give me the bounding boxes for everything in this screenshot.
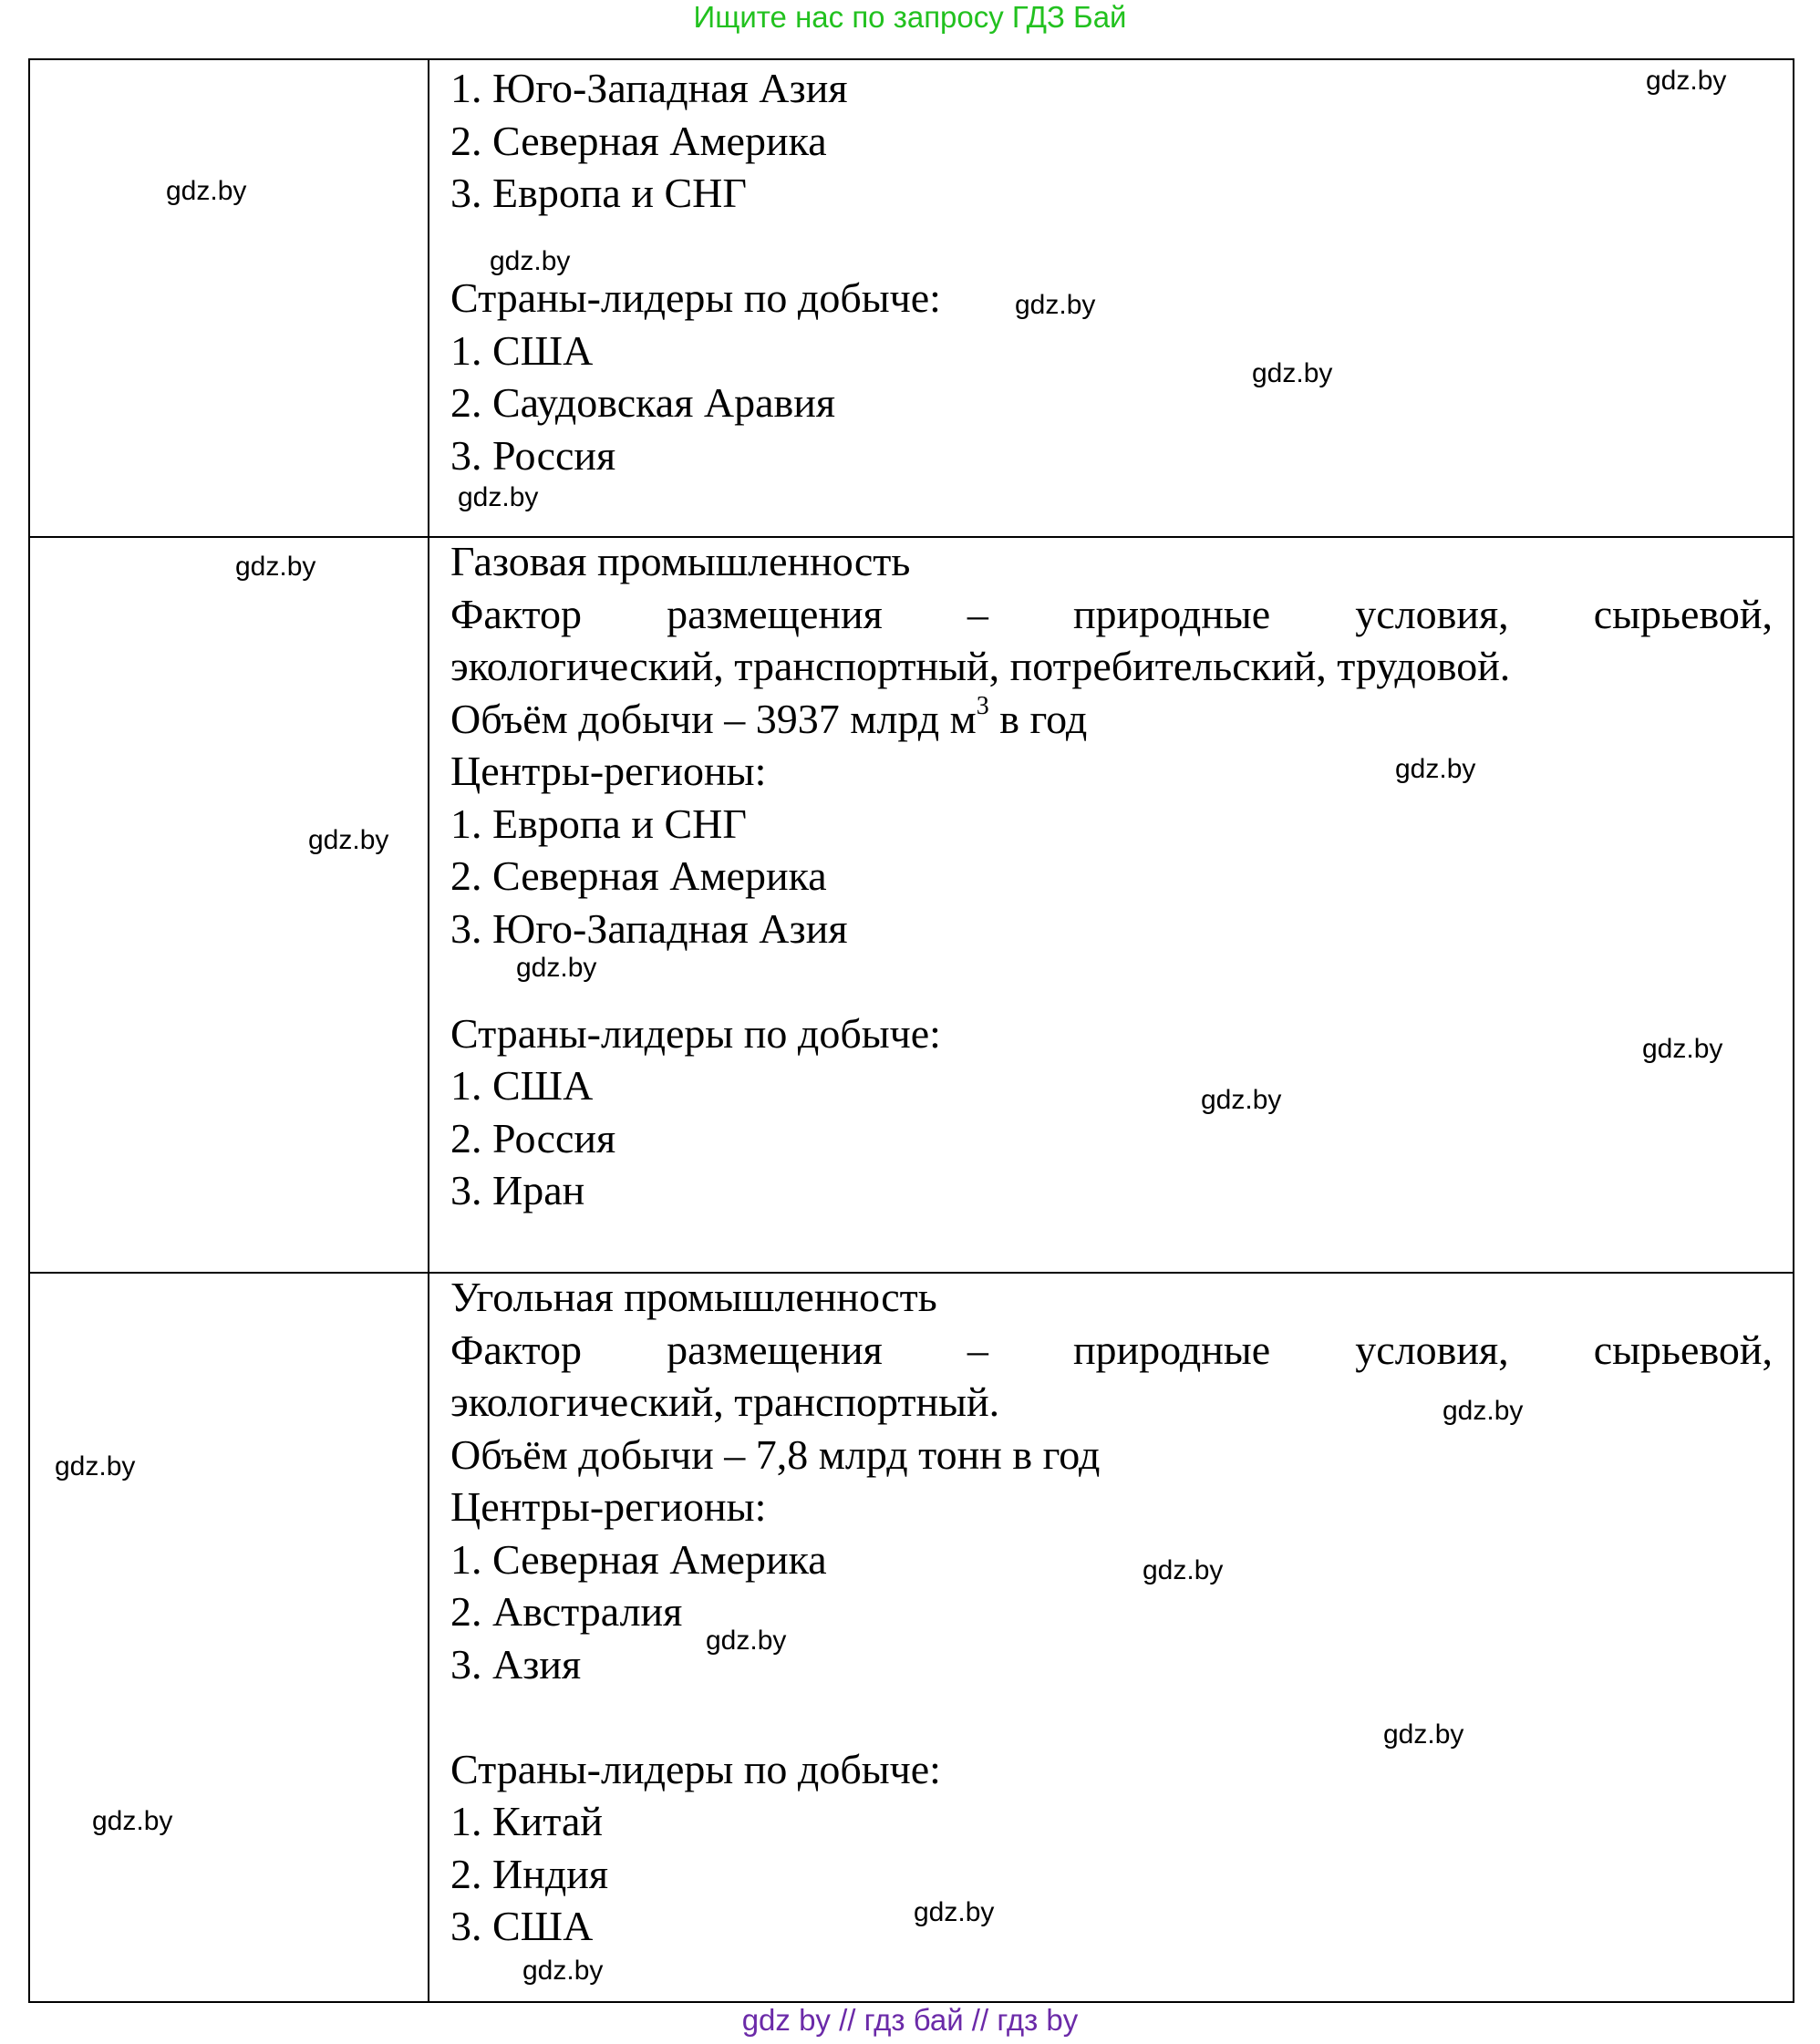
gas-region-2: 2. Северная Америка [450,852,827,899]
watermark: gdz.by [522,1956,604,1986]
coal-region-3: 3. Азия [450,1640,582,1688]
coal-leader-3: 3. США [450,1903,594,1949]
watermark: gdz.by [1252,358,1333,388]
watermark: gdz.by [1443,1396,1524,1426]
gas-factor-word: природные [1072,590,1271,637]
coal-region-2: 2. Австралия [450,1588,683,1635]
gas-leader-1: 1. США [450,1062,594,1109]
watermark: gdz.by [55,1451,136,1481]
gas-title: Газовая промышленность [450,538,911,584]
site-header-banner: Ищите нас по запросу ГДЗ Бай [693,0,1127,34]
watermark: gdz.by [914,1897,995,1927]
watermark: gdz.by [1383,1719,1464,1750]
gas-centers-label: Центры-регионы: [450,748,767,794]
watermark: gdz.by [1015,290,1096,320]
gas-factor-word: размещения [667,590,883,637]
gas-leaders-label: Страны-лидеры по добыче: [450,1009,941,1057]
coal-factor-word: природные [1072,1326,1271,1373]
watermark: gdz.by [1642,1034,1723,1064]
coal-factor-word: размещения [667,1326,883,1373]
coal-factor-word: условия, [1355,1326,1509,1373]
coal-factor-word: сырьевой, [1593,1326,1773,1373]
coal-centers-label: Центры-регионы: [450,1483,767,1530]
coal-factor-line-2: экологический, транспортный. [450,1378,1000,1425]
watermark: gdz.by [308,825,389,855]
gas-factor-word: условия, [1355,590,1509,637]
column-divider [428,60,429,2001]
watermark: gdz.by [92,1806,173,1836]
watermark: gdz.by [166,176,247,206]
gas-factor-word: Фактор [450,590,582,637]
watermark: gdz.by [1395,754,1476,784]
watermark: gdz.by [516,953,597,983]
gas-volume: Объём добычи – 3937 млрд $м^3$ в год [450,692,1088,742]
site-footer-links: gdz by // гдз бай // гдз by [741,2003,1079,2037]
gas-factor-word: – [967,590,988,637]
watermark: gdz.by [458,482,539,512]
coal-cell [450,1271,1773,1953]
gas-factor-line-2: экологический, транспортный, потребительский, трудовой. [450,643,1511,689]
coal-region-1: 1. Северная Америка [450,1535,827,1583]
gas-factor-line [450,588,1773,641]
oil-leaders-label: Страны-лидеры по добыче: [450,274,941,321]
oil-region-2: 2. Северная Америка [450,117,827,164]
watermark: gdz.by [706,1626,787,1656]
coal-factor-word: – [967,1326,988,1373]
watermark: gdz.by [1201,1085,1282,1115]
coal-title: Угольная промышленность [450,1274,937,1320]
watermark: gdz.by [1646,66,1727,96]
gas-factor-word: сырьевой, [1593,590,1773,637]
oil-leader-2: 2. Саудовская Аравия [450,379,835,426]
coal-leader-2: 2. Индия [450,1850,609,1897]
oil-leader-3: 3. Россия [450,431,616,479]
coal-leader-1: 1. Китай [450,1798,603,1844]
oil-leader-1: 1. США [450,326,594,374]
gas-leader-3: 3. Иран [450,1167,585,1213]
coal-leaders-label: Страны-лидеры по добыче: [450,1745,941,1792]
coal-factor-word: Фактор [450,1326,582,1373]
gas-cell [450,535,1773,1217]
oil-region-1: 1. Юго-Западная Азия [450,65,848,111]
coal-factor-line [450,1324,1773,1377]
gas-region-1: 1. Европа и СНГ [450,800,747,847]
gas-leader-2: 2. Россия [450,1114,616,1161]
watermark: gdz.by [235,552,316,582]
watermark: gdz.by [490,246,571,276]
watermark: gdz.by [1143,1555,1224,1585]
oil-region-3: 3. Европа и СНГ [450,170,747,216]
gas-region-3: 3. Юго-Западная Азия [450,904,848,952]
coal-volume: Объём добычи – 7,8 млрд тонн в год [450,1430,1101,1478]
